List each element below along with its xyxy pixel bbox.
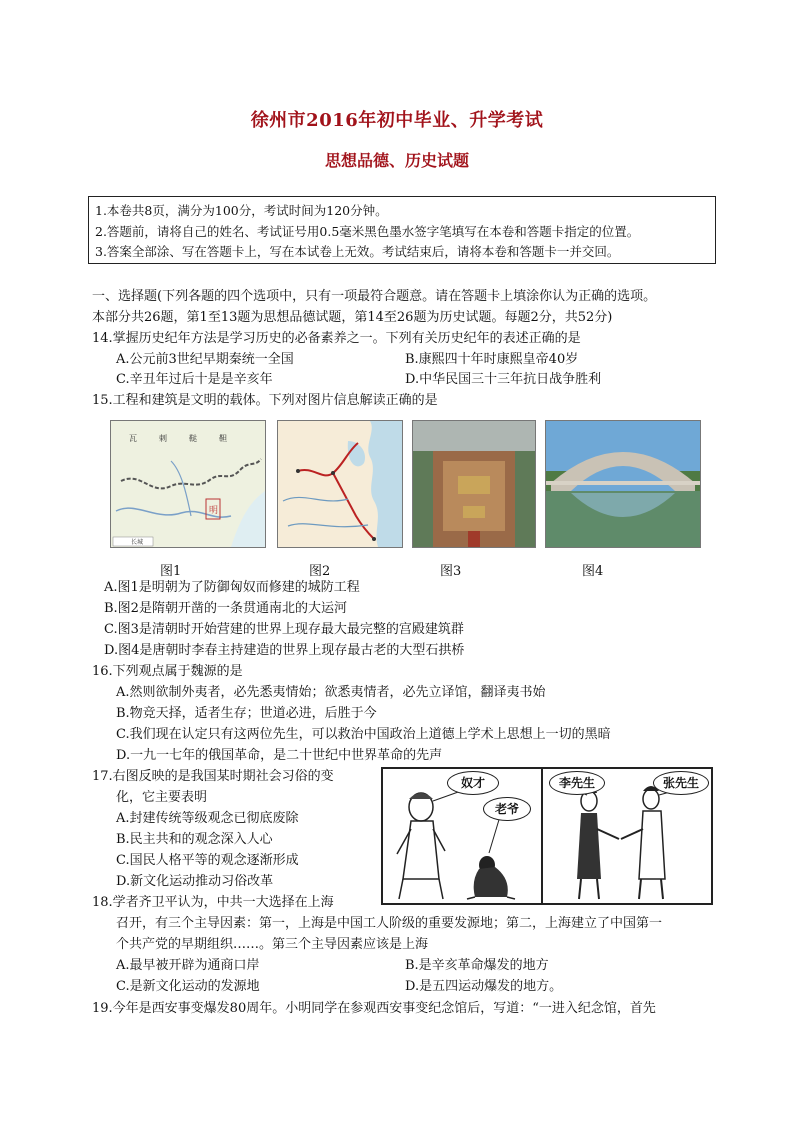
q15-option-c: C.图3是清朝时开始营建的世界上现存最大最完整的宫殿建筑群 — [104, 622, 464, 637]
figure-1-caption: 图1 — [160, 564, 182, 579]
figure-1-map — [110, 420, 266, 548]
q16-option-d: D.一九一七年的俄国革命，是二十世纪中世界革命的先声 — [116, 748, 443, 763]
bubble-master: 老爷 — [483, 797, 531, 821]
q15-option-d: D.图4是唐朝时李春主持建造的世界上现存最古老的大型石拱桥 — [104, 643, 465, 658]
bubble-mr-li: 李先生 — [549, 771, 605, 795]
q14-option-a: A.公元前3世纪早期秦统一全国 — [116, 352, 294, 367]
q18-option-b: B.是辛亥革命爆发的地方 — [405, 958, 549, 973]
figure-3-photo — [412, 420, 536, 548]
fig1-label-1: 瓦 — [129, 434, 137, 443]
q18-option-d: D.是五四运动爆发的地方。 — [405, 979, 563, 994]
q15-stem: 15.工程和建筑是文明的载体。下列对图片信息解读正确的是 — [92, 393, 438, 408]
q14-option-c: C.辛丑年过后十是是辛亥年 — [116, 372, 273, 387]
q17-option-b: B.民主共和的观念深入人心 — [116, 832, 273, 847]
q17-option-c: C.国民人格平等的观念逐渐形成 — [116, 853, 299, 868]
section-heading-line1: 一、选择题(下列各题的四个选项中，只有一项最符合题意。请在答题卡上填涂你认为正确的选项。 — [92, 289, 657, 304]
figure-4-photo — [545, 420, 701, 548]
q16-option-b: B.物竞天择，适者生存；世道必进，后胜于今 — [116, 706, 377, 721]
fig1-legend: 长城 — [131, 539, 144, 546]
exam-title: 徐州市2016年初中毕业、升学考试 — [250, 110, 544, 131]
exam-subtitle: 思想品德、历史试题 — [324, 151, 469, 170]
q18-stem-line3: 个共产党的早期组织……。第三个主导因素应该是上海 — [116, 937, 429, 952]
instructions-box — [88, 196, 716, 264]
q18-option-c: C.是新文化运动的发源地 — [116, 979, 260, 994]
q16-stem: 16.下列观点属于魏源的是 — [92, 664, 243, 679]
q18-stem-line2: 召开，有三个主导因素：第一，上海是中国工人阶级的重要发源地；第二，上海建立了中国第一 — [116, 916, 663, 931]
bubble-slave: 奴才 — [447, 771, 499, 795]
fig1-label-ming: 明 — [209, 506, 219, 516]
q16-option-c: C.我们现在认定只有这两位先生，可以救治中国政治上道德上学术上思想上一切的黑暗 — [116, 727, 611, 742]
figure-2-caption: 图2 — [309, 564, 331, 579]
q17-option-d: D.新文化运动推动习俗改革 — [116, 874, 274, 889]
fig1-label-2: 剌 — [159, 434, 167, 443]
q18-option-a: A.最早被开辟为通商口岸 — [116, 958, 260, 973]
q19-stem: 19.今年是西安事变爆发80周年。小明同学在参观西安事变纪念馆后，写道：“一进入纪念馆，首先 — [92, 1001, 656, 1016]
q17-stem-line1: 17.右图反映的是我国某时期社会习俗的变 — [92, 769, 334, 784]
fig1-label-3: 鞑 — [189, 434, 197, 443]
figure-4-caption: 图4 — [582, 564, 604, 579]
q17-option-a: A.封建传统等级观念已彻底废除 — [116, 811, 299, 826]
section-heading-line2: 本部分共26题，第1至13题为思想品德试题，第14至26题为历史试题。每题2分，共52分) — [92, 310, 613, 325]
q14-option-b: B.康熙四十年时康熙皇帝40岁 — [405, 352, 579, 367]
q14-stem: 14.掌握历史纪年方法是学习历史的必备素养之一。下列有关历史纪年的表述正确的是 — [92, 331, 581, 346]
q17-cartoon — [381, 767, 713, 905]
instruction-1: 1.本卷共8页，满分为100分，考试时间为120分钟。 — [95, 203, 388, 218]
q14-option-d: D.中华民国三十三年抗日战争胜利 — [405, 372, 602, 387]
figure-3-caption: 图3 — [440, 564, 462, 579]
figure-2-map — [277, 420, 403, 548]
q18-stem-line1: 18.学者齐卫平认为，中共一大选择在上海 — [92, 895, 334, 910]
q16-option-a: A.然则欲制外夷者，必先悉夷情始；欲悉夷情者，必先立译馆，翻译夷书始 — [116, 685, 546, 700]
q15-option-b: B.图2是隋朝开凿的一条贯通南北的大运河 — [104, 601, 347, 616]
fig1-label-4: 靼 — [219, 434, 227, 443]
q17-stem-line2: 化，它主要表明 — [116, 790, 208, 805]
instruction-2: 2.答题前，请将自己的姓名、考试证号用0.5毫米黑色墨水签字笔填写在本卷和答题卡指定的位置。 — [95, 223, 640, 239]
q15-option-a: A.图1是明朝为了防御匈奴而修建的城防工程 — [104, 580, 360, 595]
bubble-mr-zhang: 张先生 — [653, 771, 709, 795]
instruction-3: 3.答案全部涂、写在答题卡上，写在本试卷上无效。考试结束后，请将本卷和答题卡一并交回。 — [95, 244, 620, 259]
